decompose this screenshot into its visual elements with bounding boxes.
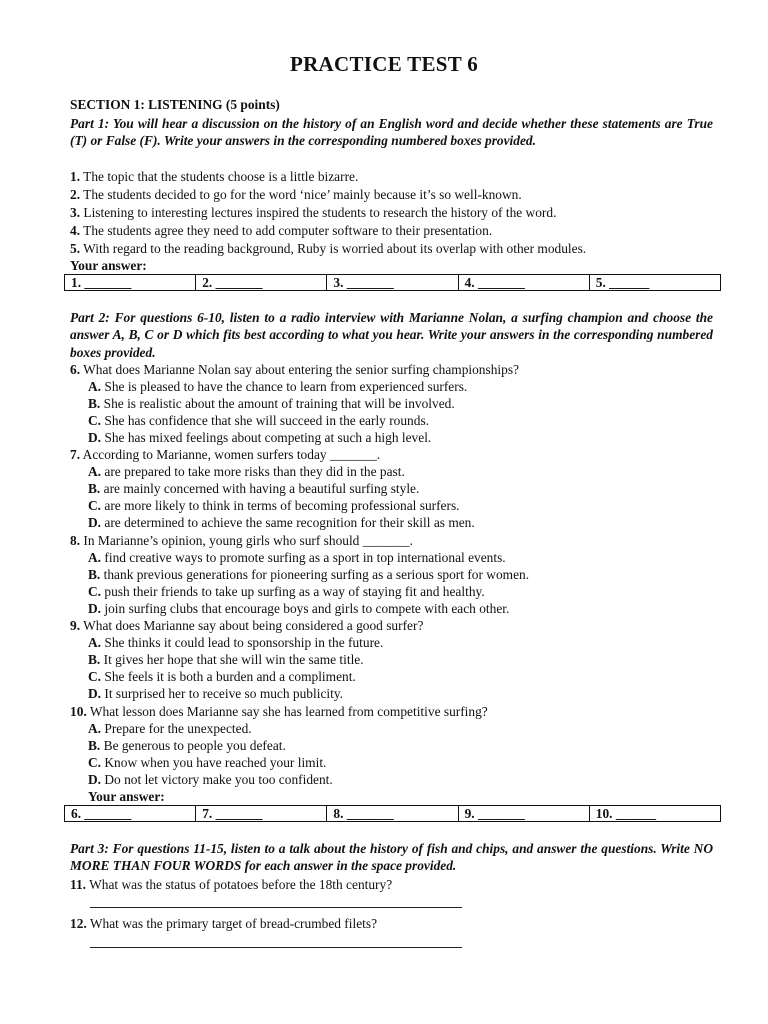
- option-letter: B.: [88, 567, 101, 582]
- option-text: It gives her hope that she will win the same title.: [103, 652, 364, 667]
- answer-box[interactable]: 9. _______: [458, 806, 589, 822]
- option-text: are determined to achieve the same recognition for their skill as men.: [104, 515, 475, 530]
- answer-box[interactable]: 10. ______: [589, 806, 720, 822]
- item-number: 4.: [70, 223, 81, 238]
- option-letter: D.: [88, 772, 102, 787]
- option-letter: A.: [88, 550, 102, 565]
- option-text: Be generous to people you defeat.: [103, 738, 286, 753]
- question-number: 9.: [70, 618, 81, 633]
- answer-line[interactable]: [90, 947, 462, 948]
- answer-box[interactable]: 3. _______: [327, 275, 458, 291]
- question-number: 7.: [70, 447, 81, 462]
- option: [88, 600, 731, 617]
- option: [88, 378, 731, 395]
- answer-box[interactable]: 8. _______: [327, 806, 458, 822]
- option-text: join surfing clubs that encourage boys and girls to compete with each other.: [104, 601, 510, 616]
- option-text: She is pleased to have the chance to learn from experienced surfers.: [104, 379, 468, 394]
- answer-table-part2: [64, 805, 721, 822]
- option-text: She thinks it could lead to sponsorship in the future.: [104, 635, 384, 650]
- question: [70, 617, 713, 634]
- option: [88, 497, 731, 514]
- question-text: In Marianne’s opinion, young girls who surf should _______.: [83, 533, 413, 548]
- question-number: 11.: [70, 877, 86, 892]
- option-letter: C.: [88, 669, 102, 684]
- part1-item: [70, 186, 713, 203]
- option-letter: C.: [88, 755, 102, 770]
- question-number: 6.: [70, 362, 81, 377]
- option-letter: B.: [88, 652, 101, 667]
- part1-item: [70, 168, 713, 185]
- option-text: find creative ways to promote surfing as a sport in top international events.: [104, 550, 506, 565]
- option: [88, 634, 731, 651]
- item-number: 5.: [70, 241, 81, 256]
- answer-line[interactable]: [90, 907, 462, 908]
- question: [70, 361, 713, 378]
- option-text: She has mixed feelings about competing at such a high level.: [104, 430, 432, 445]
- item-text: The students decided to go for the word ‘nice’ mainly because it’s so well-known.: [83, 187, 522, 202]
- question-text: What does Marianne say about being considered a good surfer?: [83, 618, 424, 633]
- answer-box[interactable]: 6. _______: [65, 806, 196, 822]
- option-letter: A.: [88, 464, 102, 479]
- option: [88, 429, 731, 446]
- question-text: What does Marianne Nolan say about entering the senior surfing championships?: [83, 362, 519, 377]
- question: [70, 876, 713, 893]
- option-letter: D.: [88, 430, 102, 445]
- option-letter: A.: [88, 721, 102, 736]
- answer-label: Your answer:: [70, 258, 147, 273]
- option-text: Prepare for the unexpected.: [104, 721, 252, 736]
- item-text: The students agree they need to add computer software to their presentation.: [83, 223, 493, 238]
- option-text: She is realistic about the amount of training that will be involved.: [103, 396, 455, 411]
- answer-box[interactable]: 1. _______: [65, 275, 196, 291]
- option: [88, 480, 731, 497]
- section-heading: SECTION 1: LISTENING (5 points): [70, 97, 280, 112]
- item-text: With regard to the reading background, Ruby is worried about its overlap with other modules.: [83, 241, 587, 256]
- item-number: 3.: [70, 205, 81, 220]
- option-text: She has confidence that she will succeed in the early rounds.: [104, 413, 430, 428]
- option: [88, 771, 731, 788]
- part2-instruction: Part 2: For questions 6-10, listen to a radio interview with Marianne Nolan, a surfing champion and choose the answer A, B, C or D which fits best according to what you hear. Write your answers in the corresponding numbered boxes provided.: [70, 310, 713, 360]
- question: [70, 703, 713, 720]
- option: [88, 412, 731, 429]
- option-letter: D.: [88, 515, 102, 530]
- option: [88, 549, 731, 566]
- part1-item: [70, 222, 713, 239]
- question-text: What lesson does Marianne say she has learned from competitive surfing?: [89, 704, 488, 719]
- option: [88, 685, 731, 702]
- option: [88, 583, 731, 600]
- option-text: She feels it is both a burden and a compliment.: [104, 669, 356, 684]
- option-text: Do not let victory make you too confident.: [104, 772, 333, 787]
- answer-box[interactable]: 4. _______: [458, 275, 589, 291]
- option-letter: C.: [88, 413, 102, 428]
- option-letter: C.: [88, 584, 102, 599]
- option: [88, 737, 731, 754]
- answer-box[interactable]: 5. ______: [589, 275, 720, 291]
- option-text: are more likely to think in terms of becoming professional surfers.: [104, 498, 460, 513]
- option: [88, 651, 731, 668]
- page-title: PRACTICE TEST 6: [289, 52, 479, 76]
- question: [70, 446, 713, 463]
- option-letter: B.: [88, 396, 101, 411]
- item-number: 1.: [70, 169, 81, 184]
- option-letter: B.: [88, 481, 101, 496]
- question: [70, 915, 713, 932]
- option-text: are prepared to take more risks than they did in the past.: [104, 464, 405, 479]
- item-text: Listening to interesting lectures inspired the students to research the history of the word.: [83, 205, 557, 220]
- option-text: are mainly concerned with having a beautiful surfing style.: [103, 481, 420, 496]
- option-letter: B.: [88, 738, 101, 753]
- option-text: It surprised her to receive so much publicity.: [104, 686, 343, 701]
- option: [88, 463, 731, 480]
- part1-item: [70, 204, 713, 221]
- option-text: Know when you have reached your limit.: [104, 755, 327, 770]
- answer-label: Your answer:: [88, 789, 165, 804]
- option: [88, 566, 731, 583]
- part3-instruction: Part 3: For questions 11-15, listen to a talk about the history of fish and chips, and answer the questions. Write NO MORE THAN FOUR WORDS for each answer in the space provided.: [70, 841, 713, 874]
- option-letter: D.: [88, 601, 102, 616]
- part1-item: [70, 240, 713, 257]
- option-text: push their friends to take up surfing as a way of staying fit and healthy.: [104, 584, 485, 599]
- question-text: What was the primary target of bread-crumbed filets?: [89, 916, 378, 931]
- part1-instruction: Part 1: You will hear a discussion on the history of an English word and decide whether these statements are True (T) or False (F). Write your answers in the corresponding numbered boxes provided.: [70, 116, 713, 149]
- item-number: 2.: [70, 187, 81, 202]
- option-letter: A.: [88, 379, 102, 394]
- answer-table-part1: [64, 274, 721, 291]
- answer-box[interactable]: 2. _______: [196, 275, 327, 291]
- option: [88, 754, 731, 771]
- option-letter: D.: [88, 686, 102, 701]
- answer-box[interactable]: 7. _______: [196, 806, 327, 822]
- question-number: 8.: [70, 533, 81, 548]
- question-text: What was the status of potatoes before the 18th century?: [89, 877, 393, 892]
- question-number: 12.: [70, 916, 87, 931]
- option: [88, 395, 731, 412]
- option-text: thank previous generations for pioneering surfing as a serious sport for women.: [103, 567, 530, 582]
- question: [70, 532, 713, 549]
- question-text: According to Marianne, women surfers today _______.: [82, 447, 381, 462]
- option: [88, 514, 731, 531]
- option: [88, 668, 731, 685]
- item-text: The topic that the students choose is a little bizarre.: [83, 169, 359, 184]
- question-number: 10.: [70, 704, 87, 719]
- option-letter: C.: [88, 498, 102, 513]
- option: [88, 720, 731, 737]
- option-letter: A.: [88, 635, 102, 650]
